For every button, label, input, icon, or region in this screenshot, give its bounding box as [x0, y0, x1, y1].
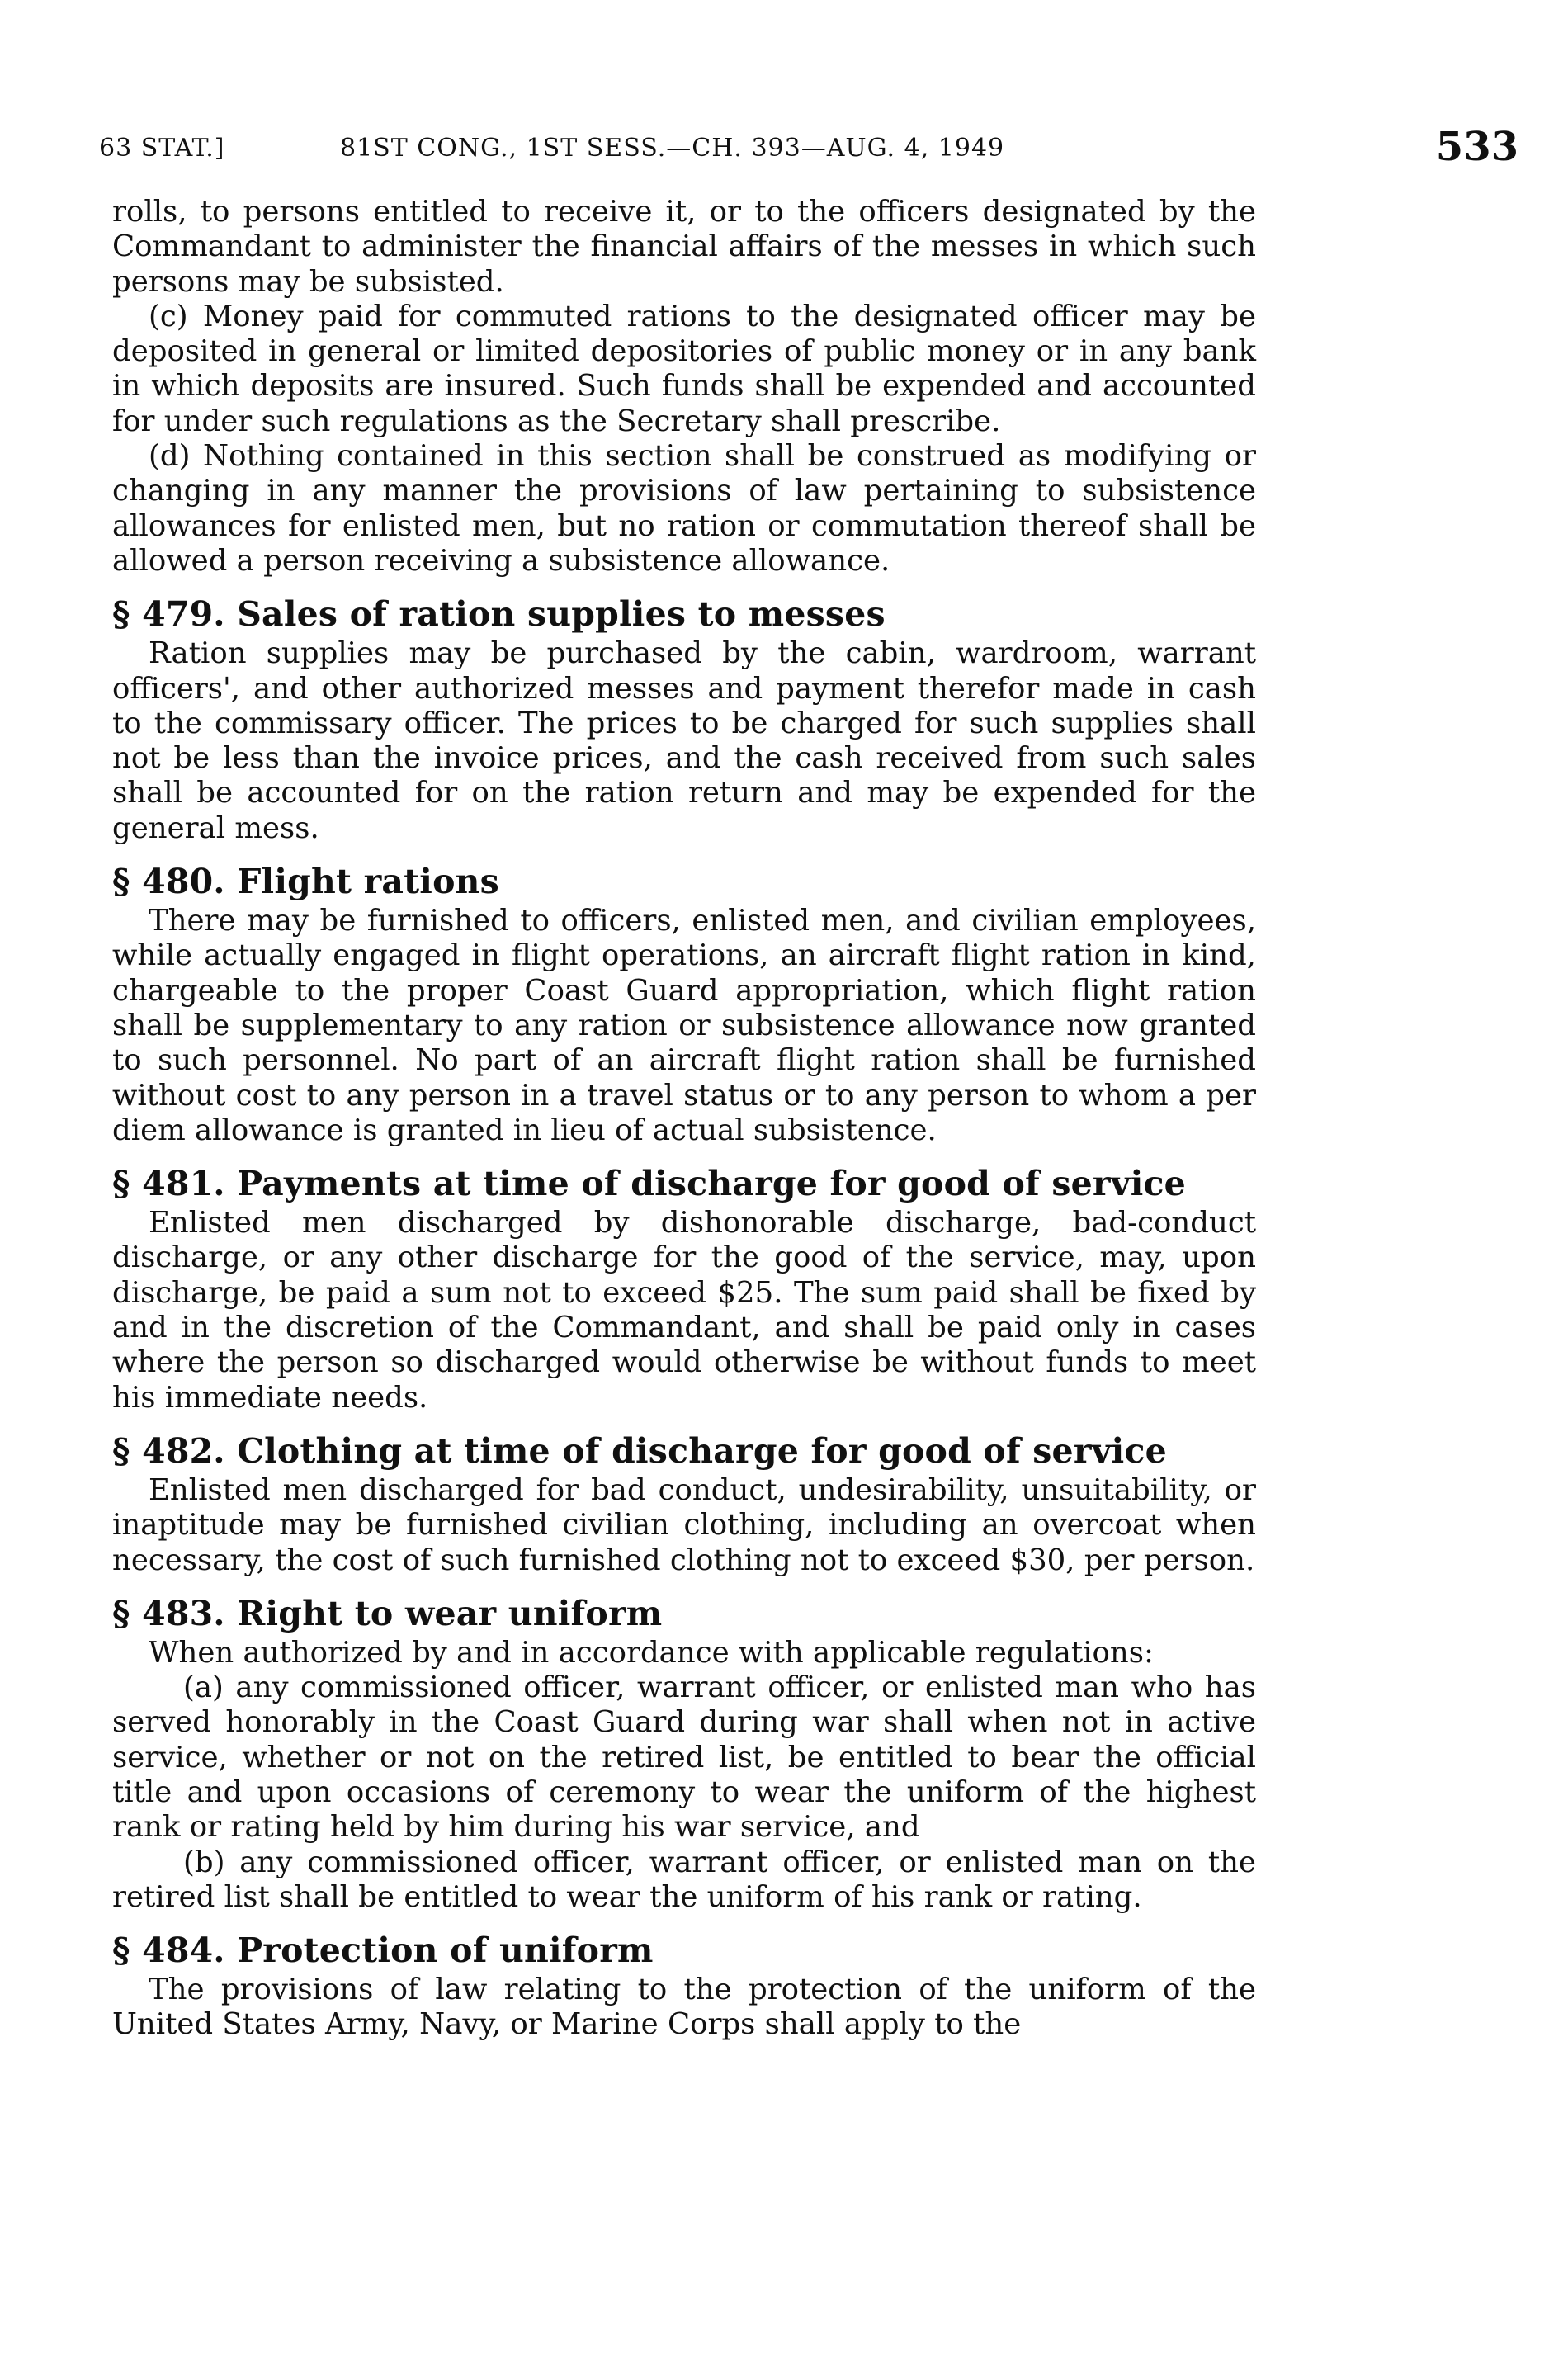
section-480-heading: § 480. Flight rations: [112, 862, 499, 902]
section-483-clause-b: (b) any commissioned officer, warrant officer, or enlisted man on the retired list shall be entitled to wear the uniform of his rank or rating.: [112, 1845, 1256, 1914]
section-482-text: Enlisted men discharged for bad conduct, undesirability, unsuitability, or inaptitude may be furnished civilian clothing, including an overcoat when necessary, the cost of such furnished clothing not to exceed $30, per person.: [112, 1472, 1256, 1577]
page-number: 533: [1435, 124, 1518, 170]
section-483-clause-a: (a) any commissioned officer, warrant officer, or enlisted man who has served honorably in the Coast Guard during war shall when not in active service, whether or not on the retired list, be entitled to bear the official title and upon occasions of ceremony to wear the uniform of the highest rank or rating held by him during his war service, and: [112, 1671, 1256, 1845]
running-header: [99, 124, 1518, 173]
document-body: [112, 195, 1256, 2043]
section-479-heading: § 479. Sales of ration supplies to messes: [112, 594, 886, 635]
section-484-text: The provisions of law relating to the protection of the uniform of the United States Army, Navy, or Marine Corps shall apply to the: [112, 1973, 1256, 2042]
section-483-heading: § 483. Right to wear uniform: [112, 1593, 663, 1633]
statute-reference: 63 STAT.]: [99, 134, 225, 163]
subsection-c: (c) Money paid for commuted rations to the designated officer may be deposited in general or limited depositories of public money or in any bank in which deposits are insured. Such funds shall be expended and accounted for under such regulations as the Secretary shall prescribe.: [112, 299, 1256, 438]
section-481-text: Enlisted men discharged by dishonorable discharge, bad-conduct discharge, or any other discharge for the good of the service, may, upon discharge, be paid a sum not to exceed $25. The sum paid shall be fixed by and in the discretion of the Commandant, and shall be paid only in cases where the person so discharged would otherwise be without funds to meet his immediate needs.: [112, 1206, 1256, 1415]
section-481-heading: § 481. Payments at time of discharge for good of service: [112, 1164, 1186, 1204]
section-480-text: There may be furnished to officers, enlisted men, and civilian employees, while actually engaged in flight operations, an aircraft flight ration in kind, chargeable to the proper Coast Guard appropriation, which flight ration shall be supplementary to any ration or subsistence allowance now granted to such personnel. No part of an aircraft flight ration shall be furnished without cost to any person in a travel status or to any person to whom a per diem allowance is granted in lieu of actual subsistence.: [112, 904, 1256, 1147]
congress-session-line: 81ST CONG., 1ST SESS.—CH. 393—AUG. 4, 1949: [340, 134, 1005, 163]
section-483-text: When authorized by and in accordance with applicable regulations:: [149, 1635, 1154, 1670]
section-484-heading: § 484. Protection of uniform: [112, 1930, 654, 1971]
section-482-heading: § 482. Clothing at time of discharge for good of service: [112, 1430, 1167, 1471]
subsection-d: (d) Nothing contained in this section shall be construed as modifying or changing in any manner the provisions of law pertaining to subsistence allowances for enlisted men, but no ration or commutation thereof shall be allowed a person receiving a subsistence allowance.: [112, 439, 1256, 578]
section-479-text: Ration supplies may be purchased by the cabin, wardroom, warrant officers', and other authorized messes and payment therefor made in cash to the commissary officer. The prices to be charged for such supplies shall not be less than the invoice prices, and the cash received from such sales shall be accounted for on the ration return and may be expended for the general mess.: [112, 636, 1256, 845]
paragraph-continued: rolls, to persons entitled to receive it, or to the officers designated by the Commandant to administer the financial affairs of the messes in which such persons may be subsisted.: [112, 195, 1256, 299]
